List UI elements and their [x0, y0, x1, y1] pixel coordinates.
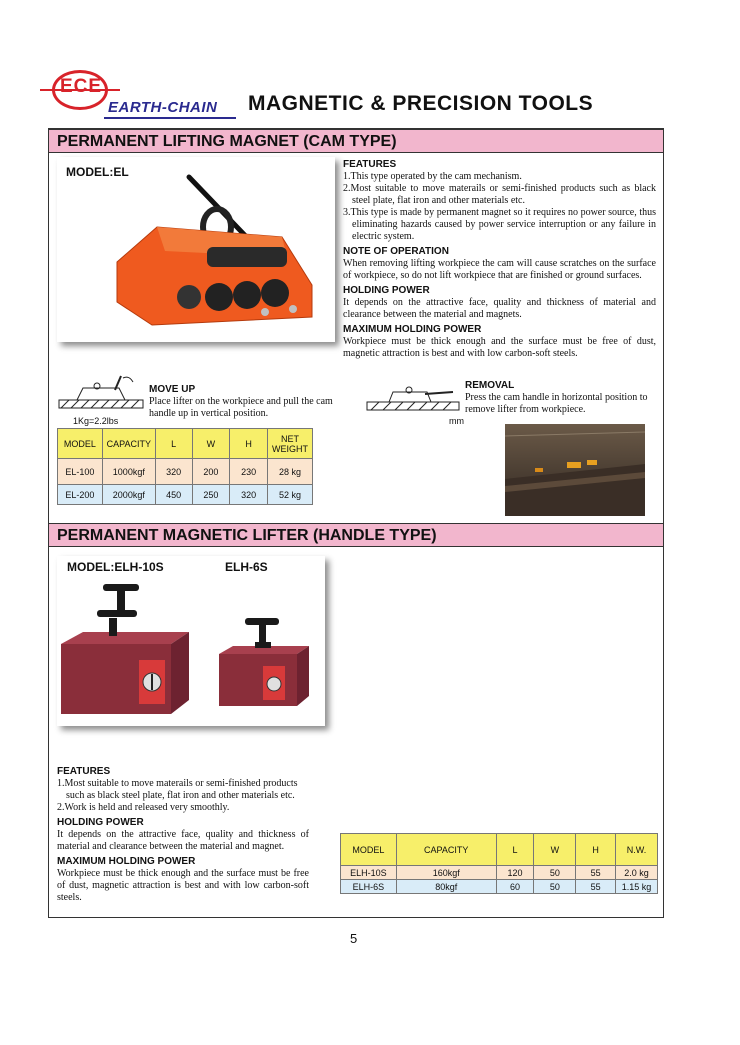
- brand-underline: [104, 117, 236, 119]
- feature-item: 2.Most suitable to move materails or semi-finished products such as black steel plate, flat iron and other materials etc.: [343, 183, 656, 206]
- table-cell: 50: [534, 880, 576, 894]
- spec-table-elh: [340, 833, 658, 894]
- table-cell: 320: [230, 485, 268, 505]
- table-header: CAPACITY: [102, 429, 155, 459]
- feature-item: 3.This type is made by permanent magnet so it requires no power source, thus eliminating hazards caused by power service interruption or any failure in electric system.: [343, 207, 656, 242]
- cam-lifting-magnet-illustration: [97, 167, 327, 337]
- table-header: MODEL: [58, 429, 103, 459]
- table-cell: 2000kgf: [102, 485, 155, 505]
- table-header: W: [192, 429, 230, 459]
- table-header: MODEL: [341, 834, 397, 866]
- table-header: H: [576, 834, 616, 866]
- move-up-text: Place lifter on the workpiece and pull the cam handle up in vertical position.: [149, 396, 333, 419]
- features-heading: FEATURES: [57, 766, 111, 777]
- table-row: [58, 485, 313, 505]
- feature-item: 1.Most suitable to move materails or semi-finished products such as black steel plate, flat iron and other materials etc.: [57, 778, 298, 801]
- max-holding-text: Workpiece must be thick enough and the surface must be free of dust, magnetic attraction is best and with low carbon-soft steels.: [57, 868, 309, 903]
- max-holding-text: Workpiece must be thick enough and the surface must be free of dust, magnetic attraction is best and with low carbon-soft steels.: [343, 336, 656, 359]
- table-cell: 50: [534, 866, 576, 880]
- model-label-elh-6s: ELH-6S: [225, 560, 268, 574]
- table-cell: 1000kgf: [102, 459, 155, 485]
- features-block-el: [343, 159, 656, 360]
- table-header: W: [534, 834, 576, 866]
- feature-item: 2.Work is held and released very smoothly.: [57, 802, 230, 813]
- application-photo: [505, 424, 645, 516]
- table-cell: 1.15 kg: [616, 880, 658, 894]
- page-number: 5: [350, 931, 358, 946]
- max-holding-heading: MAXIMUM HOLDING POWER: [343, 324, 482, 335]
- handle-type-lifter-illustration: [57, 574, 325, 726]
- table-row: [341, 866, 658, 880]
- features-heading: FEATURES: [343, 159, 397, 170]
- table-cell: 250: [192, 485, 230, 505]
- section-title-handle-type: PERMANENT MAGNETIC LIFTER (HANDLE TYPE): [49, 523, 663, 547]
- move-up-heading: MOVE UP: [149, 384, 196, 395]
- model-label-el: MODEL:EL: [66, 165, 129, 179]
- table-cell: 52 kg: [268, 485, 313, 505]
- table-cell: 28 kg: [268, 459, 313, 485]
- holding-heading: HOLDING POWER: [343, 285, 430, 296]
- move-up-diagram: [57, 374, 145, 416]
- table-cell: 55: [576, 880, 616, 894]
- table-header: H: [230, 429, 268, 459]
- feature-item: 1.This type operated by the cam mechanism.: [343, 171, 522, 182]
- note-text: When removing lifting workpiece the cam will cause scratches on the surface of workpiece, so do not lift workpiece that are finished or ground surfaces.: [343, 258, 656, 281]
- table-cell: 450: [155, 485, 192, 505]
- removal-heading: REMOVAL: [465, 380, 515, 391]
- table-cell: 60: [496, 880, 534, 894]
- spec-table-el: [57, 428, 313, 505]
- unit-note: 1Kg=2.2lbs: [73, 416, 119, 426]
- holding-heading: HOLDING POWER: [57, 817, 144, 828]
- table-cell: ELH-10S: [341, 866, 397, 880]
- table-row: [58, 459, 313, 485]
- table-cell: 230: [230, 459, 268, 485]
- table-header: L: [155, 429, 192, 459]
- product-photo-el: [57, 157, 335, 342]
- table-cell: EL-200: [58, 485, 103, 505]
- table-header-row: [341, 834, 658, 866]
- product-photo-elh: [57, 556, 325, 726]
- table-cell: 80kgf: [396, 880, 496, 894]
- table-cell: 2.0 kg: [616, 866, 658, 880]
- table-cell: 120: [496, 866, 534, 880]
- table-cell: 200: [192, 459, 230, 485]
- features-block-elh: [57, 766, 309, 904]
- table-header: N.W.: [616, 834, 658, 866]
- note-heading: NOTE OF OPERATION: [343, 246, 449, 257]
- table-cell: 55: [576, 866, 616, 880]
- holding-text: It depends on the attractive face, quality and thickness of material and clearance between the material and magnets.: [343, 297, 656, 320]
- table-cell: 320: [155, 459, 192, 485]
- table-cell: 160kgf: [396, 866, 496, 880]
- move-up-block: [149, 384, 349, 420]
- page-title: MAGNETIC & PRECISION TOOLS: [248, 92, 594, 115]
- table-header-row: [58, 429, 313, 459]
- removal-diagram: [365, 380, 461, 416]
- table-cell: EL-100: [58, 459, 103, 485]
- table-header: NET WEIGHT: [268, 429, 313, 459]
- max-holding-heading: MAXIMUM HOLDING POWER: [57, 856, 196, 867]
- removal-text: Press the cam handle in horizontal position to remove lifter from workpiece.: [465, 392, 648, 415]
- table-header: CAPACITY: [396, 834, 496, 866]
- table-row: [341, 880, 658, 894]
- model-label-elh-10s: MODEL:ELH-10S: [67, 560, 164, 574]
- table-header: L: [496, 834, 534, 866]
- table-cell: ELH-6S: [341, 880, 397, 894]
- mm-label: mm: [449, 416, 464, 426]
- removal-block: [465, 380, 658, 416]
- logo-letters: ECE: [59, 76, 103, 97]
- holding-text: It depends on the attractive face, quality and thickness of material and clearance between the material and magnet.: [57, 829, 309, 852]
- section-title-cam-type: PERMANENT LIFTING MAGNET (CAM TYPE): [49, 129, 663, 153]
- brand-name: EARTH-CHAIN: [108, 99, 218, 116]
